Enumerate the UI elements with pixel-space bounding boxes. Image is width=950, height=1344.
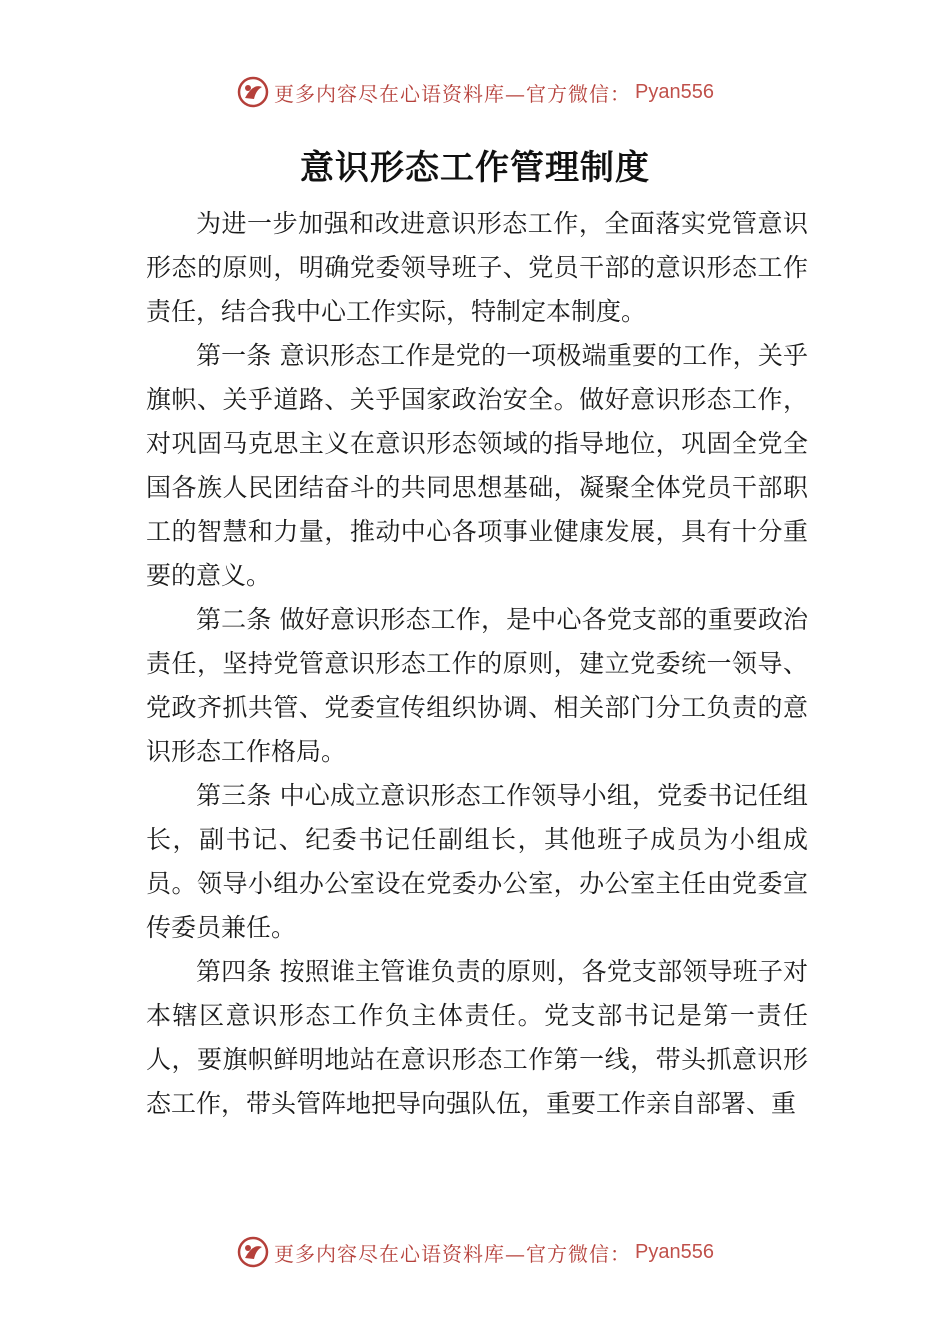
paragraph-article-4: 第四条 按照谁主管谁负责的原则，各党支部领导班子对本辖区意识形态工作负主体责任。党支部书记是第一责任人，要旗帜鲜明地站在意识形态工作第一线，带头抓意识形态工作，带头管阵地把导向强队伍，重要工作亲自部署、重 xyxy=(146,957,808,1118)
footer-banner xyxy=(0,1232,950,1272)
document-body xyxy=(146,202,808,1126)
logo-icon xyxy=(236,1235,270,1269)
paragraph-intro: 为进一步加强和改进意识形态工作，全面落实党管意识形态的原则，明确党委领导班子、党员干部的意识形态工作责任，结合我中心工作实际，特制定本制度。 xyxy=(146,209,808,326)
footer-wechat-id: Pyan556 xyxy=(635,1240,714,1263)
paragraph-article-1: 第一条 意识形态工作是党的一项极端重要的工作，关乎旗帜、关乎道路、关乎国家政治安全。做好意识形态工作，对巩固马克思主义在意识形态领域的指导地位，巩固全党全国各族人民团结奋斗的共同思想基础，凝聚全体党员干部职工的智慧和力量，推动中心各项事业健康发展，具有十分重要的意义。 xyxy=(146,341,808,590)
header-wechat-id: Pyan556 xyxy=(635,80,714,103)
header-banner-text: 更多内容尽在心语资料库—官方微信： xyxy=(274,81,632,106)
document-title: 意识形态工作管理制度 xyxy=(300,148,650,188)
footer-banner-text: 更多内容尽在心语资料库—官方微信： xyxy=(274,1241,632,1266)
header-banner xyxy=(0,72,950,112)
paragraph-article-3: 第三条 中心成立意识形态工作领导小组，党委书记任组长，副书记、纪委书记任副组长，其他班子成员为小组成员。领导小组办公室设在党委办公室，办公室主任由党委宣传委员兼任。 xyxy=(146,781,808,942)
logo-icon xyxy=(236,75,270,109)
paragraph-article-2: 第二条 做好意识形态工作，是中心各党支部的重要政治责任，坚持党管意识形态工作的原则，建立党委统一领导、党政齐抓共管、党委宣传组织协调、相关部门分工负责的意识形态工作格局。 xyxy=(146,605,808,766)
